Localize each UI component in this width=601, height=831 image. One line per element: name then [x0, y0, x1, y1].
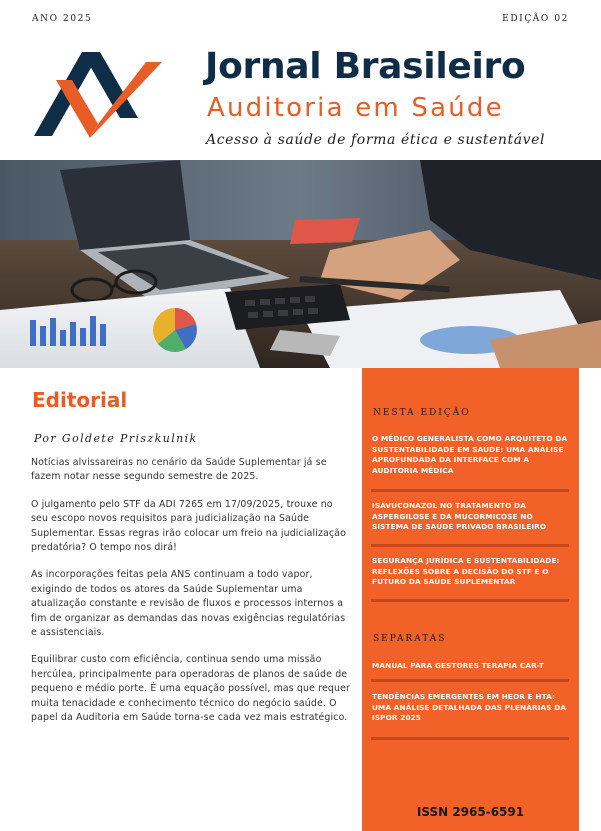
- editorial-author: Por Goldete Priszkulnik: [34, 432, 198, 445]
- article-link[interactable]: ISAVUCONAZOL NO TRATAMENTO DA ASPERGILOSE E DA MUCORMICOSE NO SISTEMA DE SAÚDE PRIVADO BRASILEIRO: [372, 501, 547, 531]
- separata-link[interactable]: MANUAL PARA GESTORES TERAPIA CAR-T: [372, 661, 544, 670]
- article-link[interactable]: SEGURANÇA JURÍDICA E SUSTENTABILIDADE: REFLEXÕES SOBRE A DECISÃO DO STF E O FUTURO DA SAÚDE SUPLEMENTAR: [372, 556, 560, 586]
- article-link[interactable]: O MÉDICO GENERALISTA COMO ARQUITETO DA SUSTENTABILIDADE EM SAÚDE: UMA ANÁLISE APROFUNDADA DA INTERFACE COM A AUDITORIA MÉDICA: [372, 434, 568, 475]
- separatas-heading: SEPARATAS: [373, 634, 447, 644]
- issue-edition: EDIÇÃO 02: [502, 14, 569, 24]
- nesta-edicao-heading: NESTA EDIÇÃO: [373, 408, 471, 418]
- journal-subtitle: Auditoria em Saúde: [207, 93, 504, 123]
- issn-number: ISSN 2965-6591: [416, 805, 525, 819]
- divider: [371, 599, 569, 602]
- editorial-body: [31, 456, 351, 739]
- divider: [371, 489, 569, 492]
- divider: [371, 737, 569, 740]
- editorial-paragraph: O julgamento pelo STF da ADI 7265 em 17/09/2025, trouxe no seu escopo novos requisitos para judicialização na Saúde Suplementar. Essas regras irão colocar um freio na judicialização predatória? O tempo nos dirá!: [31, 498, 347, 554]
- issue-year: ANO 2025: [32, 14, 93, 24]
- separata-link[interactable]: TENDÊNCIAS EMERGENTES EM HEOR E HTA: UMA ANÁLISE DETALHADA DAS PLENÁRIAS DA ISPOR 2025: [372, 692, 567, 722]
- divider: [371, 679, 569, 682]
- editorial-paragraph: Notícias alvissareiras no cenário da Saúde Suplementar já se fazem notar nesse segundo semestre de 2025.: [31, 457, 327, 483]
- journal-title: Jornal Brasileiro: [205, 46, 526, 87]
- journal-tagline: Acesso à saúde de forma ética e sustentável: [206, 132, 546, 148]
- journal-logo-icon: [34, 52, 174, 152]
- editorial-title: Editorial: [32, 388, 128, 412]
- editorial-paragraph: Equilibrar custo com eficiência, continua sendo uma missão hercúlea, principalmente para operadoras de planos de saúde de pequeno e médio porte. É uma equação possível, mas que requer muita tenacidade e conhecimento técnico do negócio saúde. O papel da Auditoria em Saúde torna-se cada vez mais estratégico.: [31, 654, 351, 724]
- editorial-paragraph: As incorporações feitas pela ANS continuam a todo vapor, exigindo de todos os atores da Saúde Suplementar uma atualização constante e revisão de fluxos e processos internos a fim de organizar as demandas das novas exigências regulatórias e assistenciais.: [31, 569, 346, 639]
- hero-photo: [0, 160, 601, 368]
- divider: [371, 544, 569, 547]
- contents-sidebar: [362, 368, 579, 831]
